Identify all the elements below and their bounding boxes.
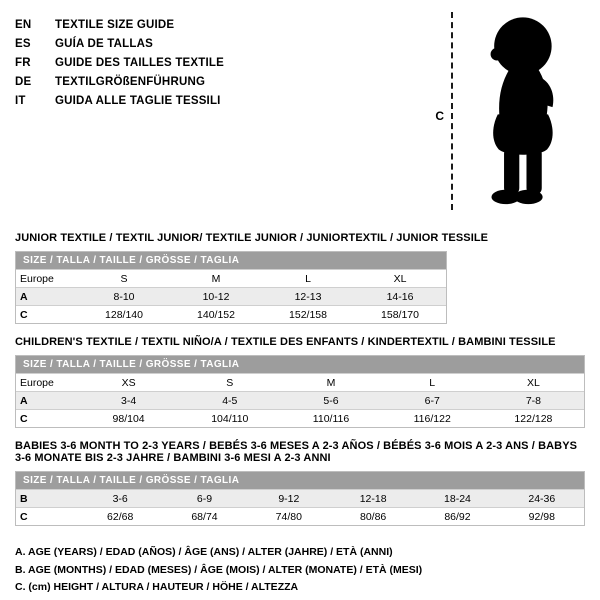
table-cell: 10-12: [202, 290, 230, 303]
section-title-children: CHILDREN'S TEXTILE / TEXTIL NIÑO/A / TEXTILE DES ENFANTS / KINDERTEXTIL / BAMBINI TESSILE: [15, 336, 556, 348]
language-label: TEXTILGRÖßENFÜHRUNG: [55, 76, 206, 88]
height-measure-label: C: [435, 109, 444, 123]
size-table-children: [15, 355, 585, 428]
table-cell: Europe: [20, 376, 54, 389]
table-cell: 110/116: [312, 412, 350, 425]
table-cell: 3-4: [121, 394, 137, 407]
baby-silhouette-image: [463, 12, 581, 214]
table-cell: 86/92: [444, 510, 471, 523]
table-cell: 92/98: [528, 510, 555, 523]
table-cell: 6-7: [424, 394, 440, 407]
table-row-height: [16, 507, 584, 525]
section-babies: [15, 440, 585, 526]
measurement-figure: [435, 12, 585, 220]
table-cell: 62/68: [107, 510, 134, 523]
table-row-age-months: [16, 489, 584, 507]
section-title-babies: BABIES 3-6 MONTH TO 2-3 YEARS / BEBÉS 3-6 MESES A 2-3 AÑOS / BÉBÉS 3-6 MOIS A 2-3 ANS / BABYS 3-6 MONATE BIS 2-3 JAHRE / BAMBINI 3-6 MESI A 2-3 ANNI: [15, 440, 578, 464]
table-row-europe: [16, 269, 446, 287]
table-cell: B: [20, 492, 28, 505]
table-cell: XL: [393, 272, 407, 285]
language-row-de: [15, 73, 224, 92]
height-dashed-line: [451, 12, 453, 210]
table-cell: 6-9: [196, 492, 213, 505]
table-cell: 128/140: [105, 308, 143, 321]
table-cell: 140/152: [197, 308, 235, 321]
size-table-junior: [15, 251, 447, 324]
table-cell: 9-12: [278, 492, 300, 505]
table-cell: A: [20, 394, 28, 407]
language-code: IT: [15, 95, 26, 107]
language-code: EN: [15, 19, 32, 31]
language-label: GUÍA DE TALLAS: [55, 38, 153, 50]
table-cell: 80/86: [360, 510, 387, 523]
table-cell: S: [226, 376, 234, 389]
page-header: [15, 12, 585, 220]
language-code: ES: [15, 38, 31, 50]
language-label: GUIDA ALLE TAGLIE TESSILI: [55, 95, 221, 107]
table-cell: 3-6: [112, 492, 128, 505]
size-table-babies: [15, 471, 585, 526]
table-row-age: [16, 287, 446, 305]
table-cell: XS: [121, 376, 136, 389]
table-cell: L: [305, 272, 311, 285]
legend-line-a: A. AGE (YEARS) / EDAD (AÑOS) / ÂGE (ANS) / ALTER (JAHRE) / ETÀ (ANNI): [15, 546, 393, 558]
language-label: TEXTILE SIZE GUIDE: [55, 19, 175, 31]
table-cell: 14-16: [386, 290, 414, 303]
language-label: GUIDE DES TAILLES TEXTILE: [55, 57, 224, 69]
table-cell: 158/170: [381, 308, 419, 321]
section-children: [15, 336, 585, 428]
table-cell: 7-8: [525, 394, 541, 407]
table-cell: A: [20, 290, 28, 303]
table-cell: 12-18: [359, 492, 387, 505]
legend-line-b: B. AGE (MONTHS) / EDAD (MESES) / ÂGE (MOIS) / ALTER (MONATE) / ETÀ (MESI): [15, 563, 423, 576]
table-row-age: [16, 391, 584, 409]
language-title-list: [15, 12, 224, 220]
table-cell: 68/74: [191, 510, 218, 523]
table-size-header: SIZE / TALLA / TAILLE / GRÖSSE / TAGLIA: [16, 252, 446, 269]
table-size-header: SIZE / TALLA / TAILLE / GRÖSSE / TAGLIA: [16, 472, 584, 489]
table-cell: 104/110: [211, 412, 249, 425]
table-size-header: SIZE / TALLA / TAILLE / GRÖSSE / TAGLIA: [16, 356, 584, 373]
language-code: DE: [15, 76, 32, 88]
table-cell: 116/122: [413, 412, 451, 425]
table-row-height: [16, 409, 584, 427]
table-cell: C: [20, 412, 28, 425]
table-cell: M: [211, 272, 221, 285]
table-cell: L: [429, 376, 436, 389]
section-junior: [15, 232, 585, 324]
language-code: FR: [15, 57, 31, 69]
legend-line-c: C. (cm) HEIGHT / ALTURA / HAUTEUR / HÖHE / ALTEZZA: [15, 581, 299, 593]
table-cell: 122/128: [514, 412, 553, 425]
language-row-en: [15, 16, 224, 35]
table-cell: C: [20, 308, 28, 321]
language-row-fr: [15, 54, 224, 73]
table-row-height: [16, 305, 446, 323]
table-cell: 8-10: [113, 290, 135, 303]
table-cell: 152/158: [289, 308, 327, 321]
table-cell: 18-24: [444, 492, 471, 505]
table-cell: 5-6: [323, 394, 339, 407]
language-row-it: [15, 92, 224, 111]
table-cell: Europe: [20, 272, 54, 285]
table-cell: 4-5: [222, 394, 238, 407]
language-row-es: [15, 35, 224, 54]
section-title-junior: JUNIOR TEXTILE / TEXTIL JUNIOR/ TEXTILE JUNIOR / JUNIORTEXTIL / JUNIOR TESSILE: [15, 232, 489, 244]
table-cell: 24-36: [528, 492, 556, 505]
table-cell: 74/80: [275, 510, 302, 523]
table-cell: M: [326, 376, 336, 389]
table-cell: C: [20, 510, 28, 523]
table-cell: XL: [526, 376, 540, 389]
measurement-legend: [15, 544, 585, 597]
table-row-europe: [16, 373, 584, 391]
table-cell: 12-13: [294, 290, 322, 303]
table-cell: 98/104: [112, 412, 145, 425]
table-cell: S: [120, 272, 128, 285]
